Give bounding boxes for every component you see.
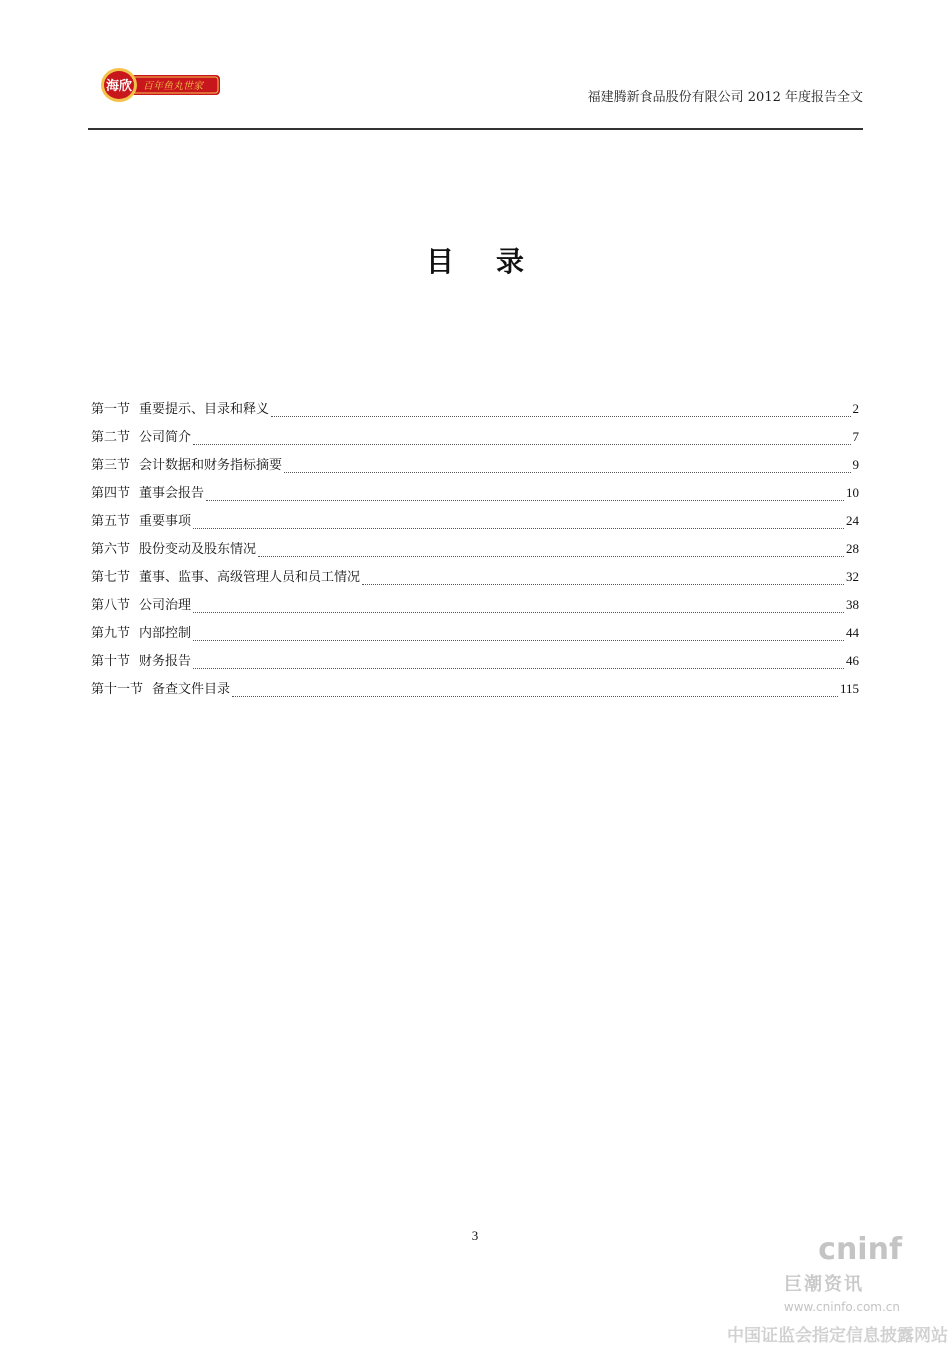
toc-page-number: 44 [846,625,859,640]
toc-page-number: 2 [852,401,859,416]
toc-section-number: 第四节 [91,486,131,501]
toc-entry[interactable] [91,398,859,426]
toc-entry[interactable] [91,650,859,678]
toc-section-number: 第三节 [91,458,131,473]
logo-text: 海欣 [105,79,133,94]
toc-section-title: 股份变动及股东情况 [139,542,257,557]
toc-dot-leader [271,415,850,417]
toc-page-number: 32 [846,569,859,584]
watermark-tagline: 中国证监会指定信息披露网站 [727,1326,948,1346]
toc-dot-leader [232,695,838,697]
toc-page-number: 9 [852,457,859,472]
header-divider [88,128,863,130]
toc-dot-leader [193,443,850,445]
table-of-contents [91,398,859,706]
watermark-url: www.cninfo.com.cn [783,1300,900,1314]
toc-entry[interactable] [91,566,859,594]
toc-section-number: 第九节 [91,626,131,641]
toc-section-number: 第八节 [91,598,131,613]
toc-page-number: 7 [852,429,859,444]
toc-section-title: 董事、监事、高级管理人员和员工情况 [139,570,361,585]
toc-section-number: 第二节 [91,430,131,445]
toc-section-title: 公司治理 [139,598,192,613]
logo-slogan: 百年鱼丸世家 [143,81,203,92]
toc-page-number: 10 [846,485,859,500]
toc-entry[interactable] [91,510,859,538]
page-number: 3 [471,1228,479,1243]
toc-dot-leader [193,611,844,613]
toc-entry[interactable] [91,538,859,566]
toc-entry[interactable] [91,426,859,454]
toc-entry[interactable] [91,482,859,510]
toc-section-title: 董事会报告 [139,486,205,501]
toc-dot-leader [284,471,850,473]
toc-section-number: 第六节 [91,542,131,557]
toc-section-title: 重要提示、目录和释义 [139,402,270,417]
logo-graphic [100,66,222,104]
toc-section-title: 财务报告 [139,654,192,669]
toc-section-title: 会计数据和财务指标摘要 [139,458,283,473]
toc-section-number: 第十节 [91,654,131,669]
toc-dot-leader [193,527,844,529]
toc-dot-leader [193,639,844,641]
toc-page-number: 24 [846,513,859,528]
toc-page-number: 115 [839,681,859,696]
toc-dot-leader [258,555,844,557]
toc-entry[interactable] [91,594,859,622]
toc-page-number: 46 [846,653,859,668]
page-title: 目录 [425,245,566,278]
toc-entry[interactable] [91,454,859,482]
report-header-title: 福建腾新食品股份有限公司 2012 年度报告全文 [587,90,863,105]
toc-section-number: 第七节 [91,570,131,585]
toc-page-number: 28 [846,541,859,556]
toc-section-number: 第五节 [91,514,131,529]
watermark-brand: cninf [818,1232,902,1267]
toc-section-title: 备查文件目录 [152,682,231,697]
toc-dot-leader [206,499,844,501]
toc-page-number: 38 [846,597,859,612]
company-logo [100,66,222,104]
toc-entry[interactable] [91,678,859,706]
toc-section-number: 第一节 [91,402,131,417]
toc-dot-leader [362,583,844,585]
toc-section-title: 内部控制 [139,626,192,641]
toc-section-title: 公司简介 [139,430,192,445]
watermark-name: 巨潮资讯 [784,1274,864,1295]
cninfo-watermark [720,1224,950,1344]
toc-section-title: 重要事项 [139,514,192,529]
toc-dot-leader [193,667,844,669]
toc-section-number: 第十一节 [91,682,144,697]
toc-entry[interactable] [91,622,859,650]
